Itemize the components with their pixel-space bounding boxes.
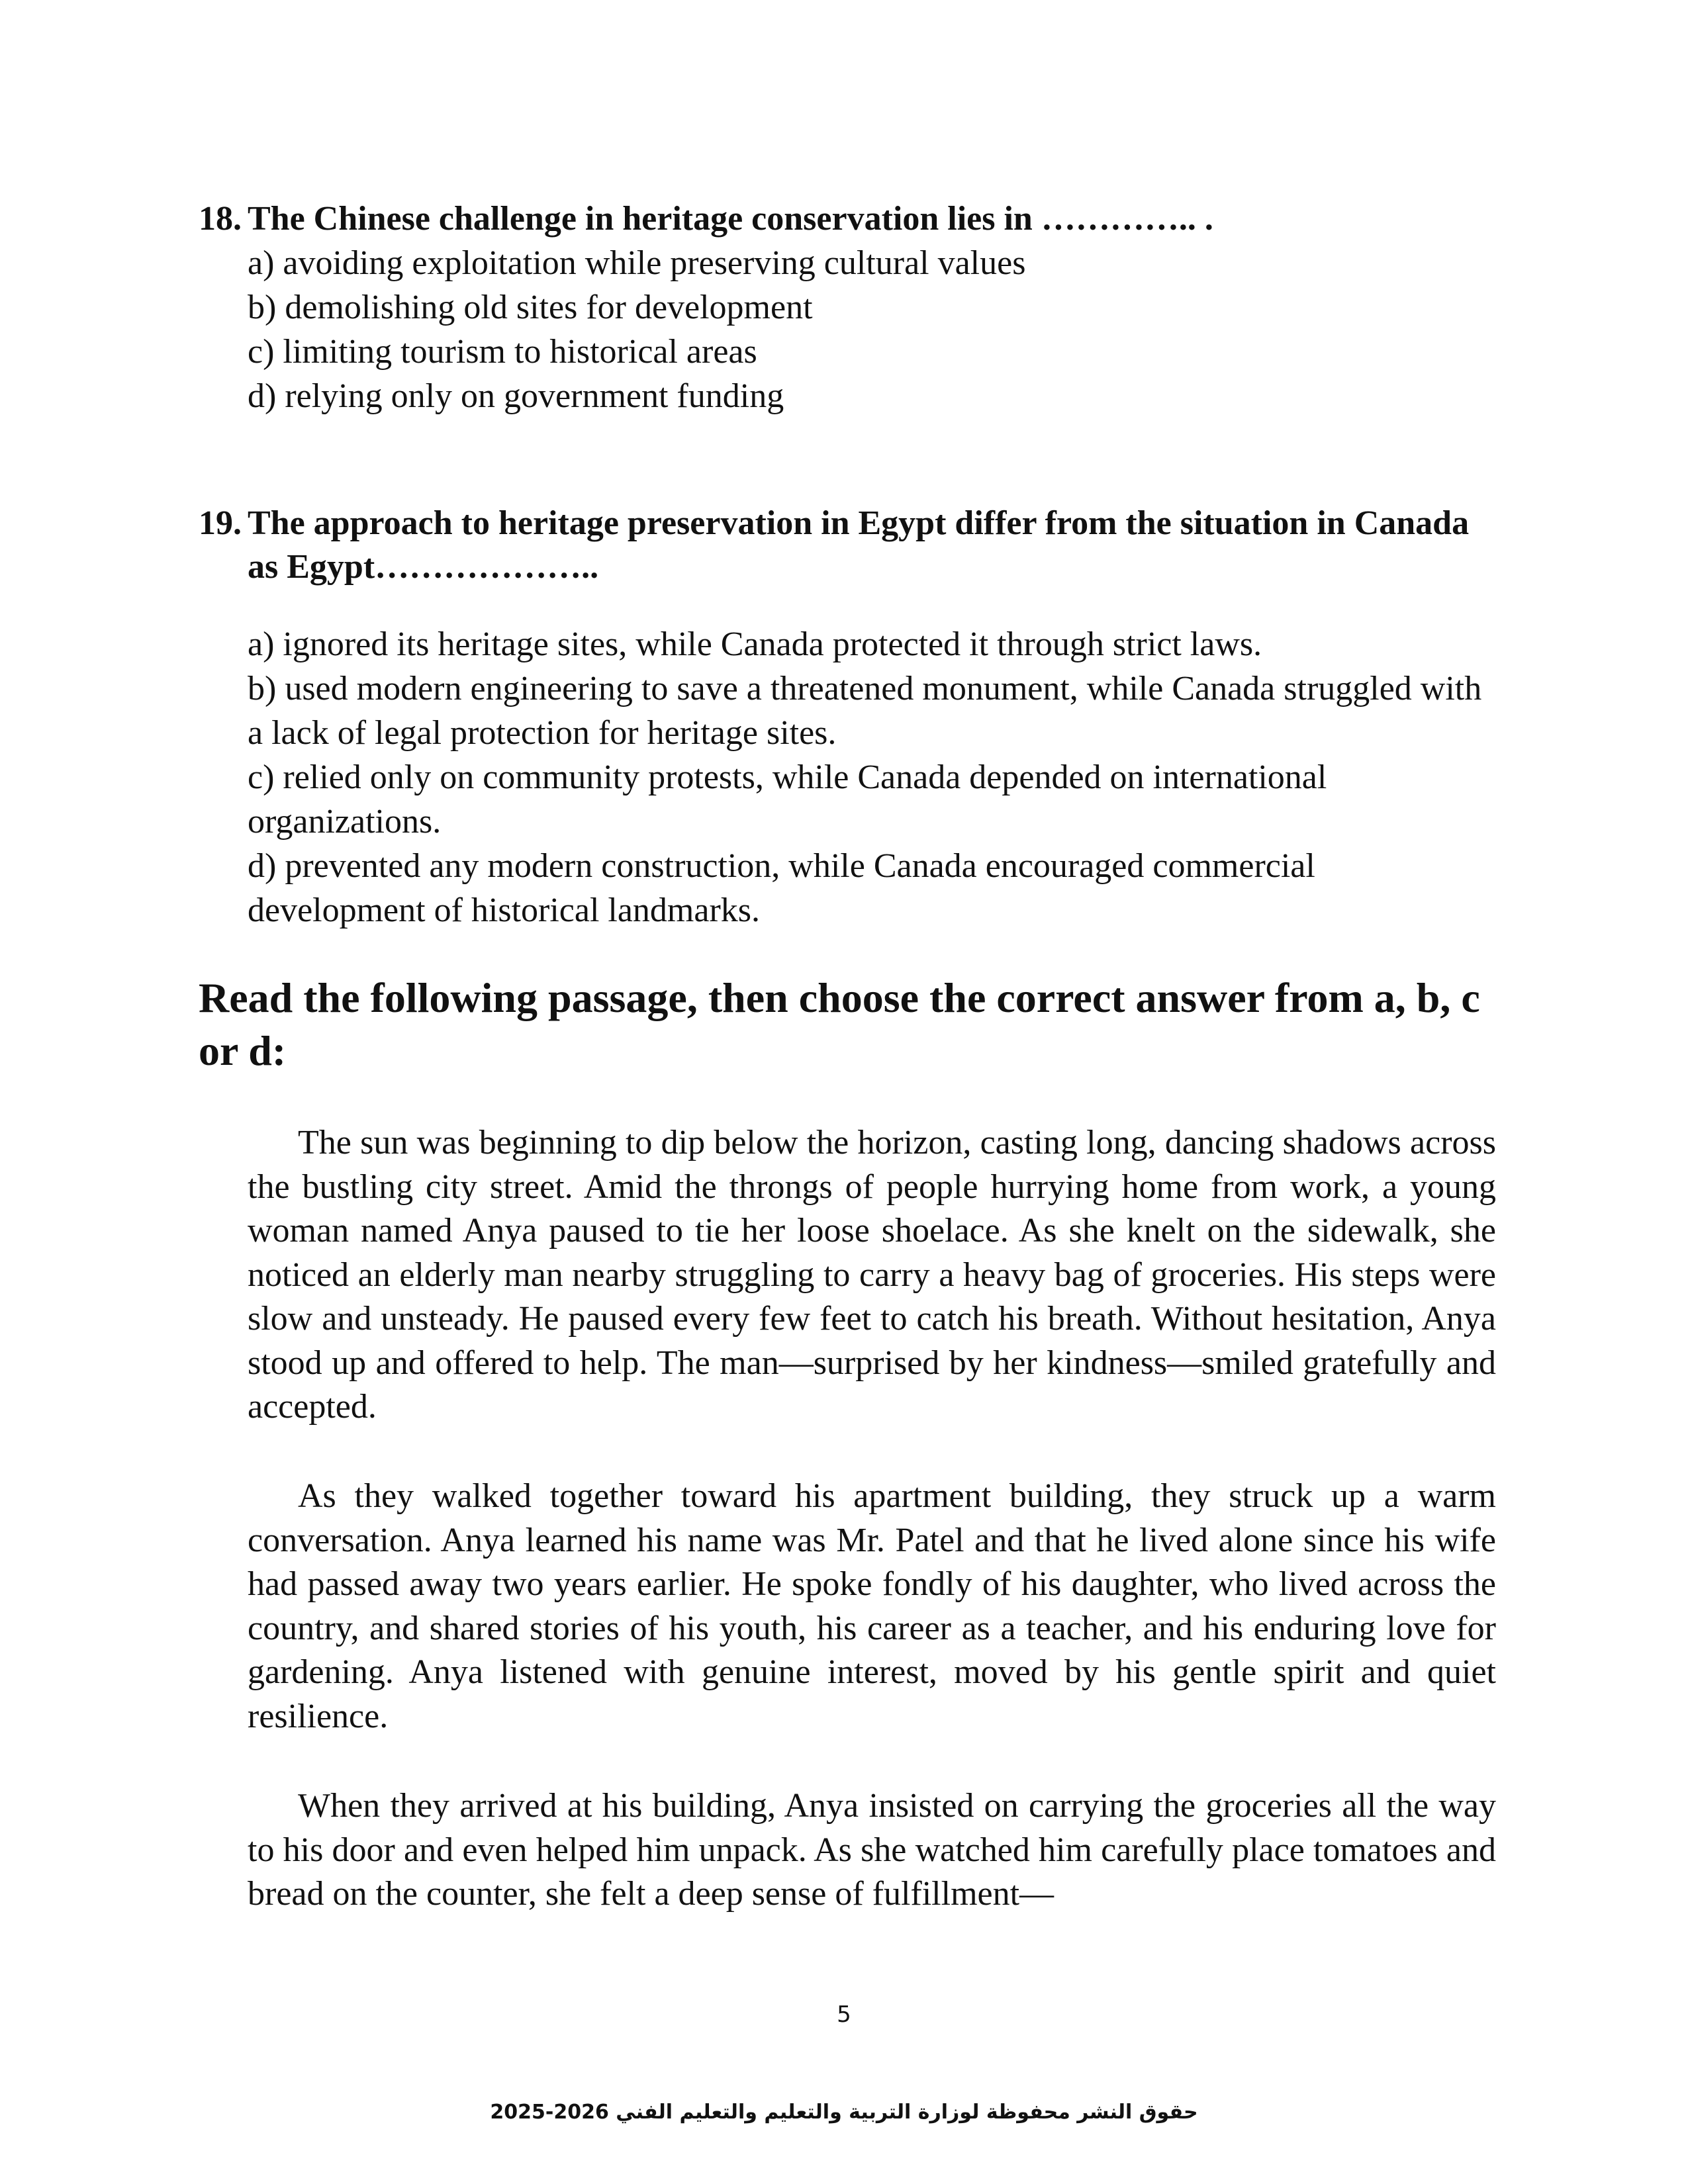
paragraph-text: The sun was beginning to dip below the horizon, casting long, dancing shadows across the bustling city street. Amid the throngs of people hurrying home from work, a young woman named Anya paused to tie her loose shoelace. As she knelt on the sidewalk, she noticed an elderly man nearby struggling to carry a heavy bag of groceries. His steps were slow and unsteady. He paused every few feet to catch his breath. Without hesitation, Anya stood up and offered to help. The man—surprised by her kindness—smiled gratefully and accepted. bbox=[248, 1124, 1496, 1426]
page-number: 5 bbox=[837, 2001, 851, 2028]
question-number: 18. bbox=[199, 200, 242, 238]
question-stem bbox=[199, 502, 1496, 589]
option-a: a) avoiding exploitation while preserving cultural values bbox=[248, 244, 1026, 282]
question-text: The Chinese challenge in heritage conservation lies in ………….. . bbox=[248, 200, 1213, 238]
question-19 bbox=[199, 502, 1496, 933]
copyright-notice: حقوق النشر محفوظة لوزارة التربية والتعليم والتعليم الفني 2026-2025 bbox=[490, 2101, 1198, 2124]
option-a: a) ignored its heritage sites, while Canada protected it through strict laws. bbox=[248, 625, 1262, 663]
paragraph-text: As they walked together toward his apartment building, they struck up a warm conversation. Anya learned his name was Mr. Patel and that he lived alone since his wife had passed away two years earlier. He spoke fondly of his daughter, who lived across the country, and shared stories of his youth, his career as a teacher, and his enduring love for gardening. Anya listened with genuine interest, moved by his gentle spirit and quiet resilience. bbox=[248, 1477, 1496, 1735]
question-stem bbox=[199, 197, 1496, 241]
option-c: c) relied only on community protests, while Canada depended on international organizations. bbox=[248, 758, 1327, 841]
passage-paragraph-1 bbox=[248, 1121, 1496, 1430]
question-number: 19. bbox=[199, 504, 242, 542]
option-c: c) limiting tourism to historical areas bbox=[248, 333, 757, 371]
option-d: d) prevented any modern construction, while Canada encouraged commercial development of historical landmarks. bbox=[248, 847, 1315, 929]
passage-paragraph-3 bbox=[248, 1784, 1496, 1917]
option-d: d) relying only on government funding bbox=[248, 377, 784, 415]
passage-paragraph-2 bbox=[248, 1475, 1496, 1739]
option-b: b) used modern engineering to save a threatened monument, while Canada struggled with a lack of legal protection for heritage sites. bbox=[248, 670, 1482, 752]
answer-options bbox=[248, 241, 1496, 418]
option-b: b) demolishing old sites for development bbox=[248, 289, 813, 326]
paragraph-text: When they arrived at his building, Anya insisted on carrying the groceries all the way to his door and even helped him unpack. As she watched him carefully place tomatoes and bread on the counter, she felt a deep sense of fulfillment— bbox=[248, 1787, 1496, 1913]
answer-options bbox=[248, 622, 1496, 933]
section-heading: Read the following passage, then choose the correct answer from a, b, c or d: bbox=[199, 974, 1480, 1074]
question-18 bbox=[199, 197, 1496, 418]
question-text: The approach to heritage preservation in Egypt differ from the situation in Canada as Egypt……………….. bbox=[248, 504, 1470, 586]
